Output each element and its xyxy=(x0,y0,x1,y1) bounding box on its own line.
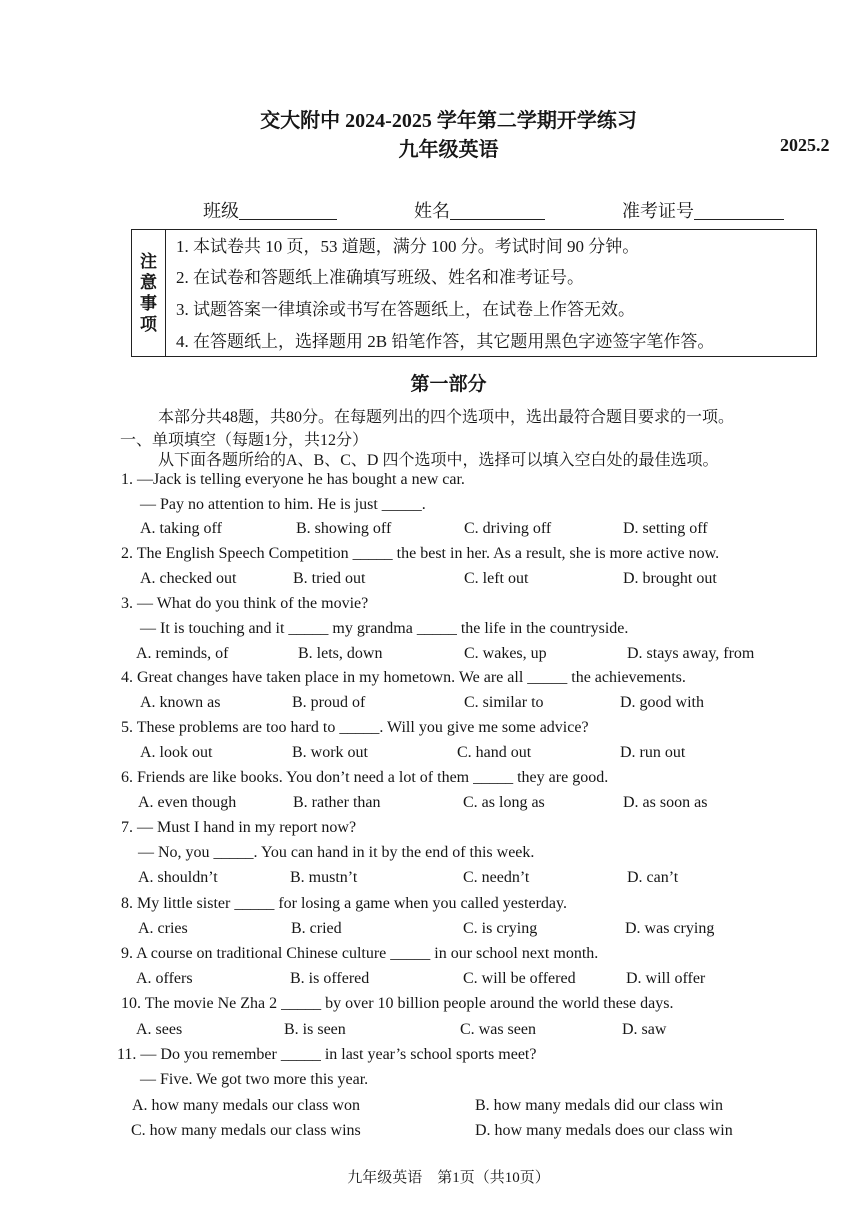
question-7-option-b: B. mustn’t xyxy=(290,869,358,886)
part-title: 第一部分 xyxy=(410,374,487,395)
section-instruction: 从下面各题所给的A、B、C、D 四个选项中，选择可以填入空白处的最佳选项。 xyxy=(158,452,719,469)
question-1-option-a: A. taking off xyxy=(140,520,222,537)
question-11-option-d: D. how many medals does our class win xyxy=(475,1122,733,1139)
question-10-option-c: C. was seen xyxy=(460,1021,536,1038)
question-10-option-b: B. is seen xyxy=(284,1021,346,1038)
id-label: 准考证号 xyxy=(622,201,694,221)
notice-item: 3. 试题答案一律填涂或书写在答题纸上，在试卷上作答无效。 xyxy=(176,300,635,319)
question-10-option-d: D. saw xyxy=(622,1021,667,1038)
section-title: 一、单项填空（每题1分，共12分） xyxy=(120,432,369,449)
question-9-stem: 9. A course on traditional Chinese culture _____ in our school next month. xyxy=(121,945,599,962)
notice-box xyxy=(131,229,817,357)
question-8-option-d: D. was crying xyxy=(625,920,715,937)
question-10-option-a: A. sees xyxy=(136,1021,183,1038)
exam-title: 交大附中 2024-2025 学年第二学期开学练习 xyxy=(260,110,637,132)
question-3-option-a: A. reminds, of xyxy=(136,645,229,662)
question-5-stem: 5. These problems are too hard to _____. Will you give me some advice? xyxy=(121,719,589,736)
question-3-line: — It is touching and it _____ my grandma _____ the life in the countryside. xyxy=(140,620,629,637)
notice-heading-cell xyxy=(132,230,166,356)
question-6-option-b: B. rather than xyxy=(293,794,381,811)
question-4-option-b: B. proud of xyxy=(292,694,366,711)
question-10-stem: 10. The movie Ne Zha 2 _____ by over 10 billion people around the world these days. xyxy=(121,995,674,1012)
question-8-option-c: C. is crying xyxy=(463,920,538,937)
question-2-stem: 2. The English Speech Competition _____ the best in her. As a result, she is more active now. xyxy=(121,545,720,562)
question-11-option-c: C. how many medals our class wins xyxy=(131,1122,361,1139)
question-8-option-a: A. cries xyxy=(138,920,188,937)
question-1-stem: 1. —Jack is telling everyone he has bought a new car. xyxy=(121,471,465,488)
question-11-line: — Five. We got two more this year. xyxy=(140,1071,369,1088)
notice-item: 4. 在答题纸上，选择题用 2B 铅笔作答，其它题用黑色字迹签字笔作答。 xyxy=(176,332,715,351)
part-intro: 本部分共48题，共80分。在每题列出的四个选项中，选出最符合题目要求的一项。 xyxy=(158,409,735,426)
question-9-option-d: D. will offer xyxy=(626,970,706,987)
name-label: 姓名 xyxy=(414,201,450,221)
question-9-option-b: B. is offered xyxy=(290,970,370,987)
question-4-option-c: C. similar to xyxy=(464,694,544,711)
question-1-line: — Pay no attention to him. He is just _____. xyxy=(140,496,426,513)
question-1-option-c: C. driving off xyxy=(464,520,552,537)
notice-item: 2. 在试卷和答题纸上准确填写班级、姓名和准考证号。 xyxy=(176,268,584,287)
question-11-option-a: A. how many medals our class won xyxy=(132,1097,360,1114)
question-9-option-c: C. will be offered xyxy=(463,970,576,987)
question-1-option-b: B. showing off xyxy=(296,520,392,537)
notice-item: 1. 本试卷共 10 页，53 道题，满分 100 分。考试时间 90 分钟。 xyxy=(176,237,640,256)
question-5-option-d: D. run out xyxy=(620,744,686,761)
question-5-option-c: C. hand out xyxy=(457,744,532,761)
question-6-option-a: A. even though xyxy=(138,794,237,811)
exam-date: 2025.2 xyxy=(780,135,830,155)
question-11-option-b: B. how many medals did our class win xyxy=(475,1097,723,1114)
question-7-stem: 7. — Must I hand in my report now? xyxy=(121,819,357,836)
question-3-option-b: B. lets, down xyxy=(298,645,383,662)
class-field xyxy=(203,197,337,223)
question-7-option-c: C. needn’t xyxy=(463,869,530,886)
question-3-option-c: C. wakes, up xyxy=(464,645,547,662)
class-label: 班级 xyxy=(203,201,239,221)
question-4-option-a: A. known as xyxy=(140,694,221,711)
notice-heading: 注意事项 xyxy=(140,252,157,334)
question-7-option-a: A. shouldn’t xyxy=(138,869,218,886)
question-3-stem: 3. — What do you think of the movie? xyxy=(121,595,369,612)
page-footer: 九年级英语 第1页（共10页） xyxy=(347,1170,550,1186)
question-4-option-d: D. good with xyxy=(620,694,704,711)
question-2-option-a: A. checked out xyxy=(140,570,237,587)
question-6-option-c: C. as long as xyxy=(463,794,545,811)
question-11-stem: 11. — Do you remember _____ in last year’s school sports meet? xyxy=(117,1046,537,1063)
question-8-option-b: B. cried xyxy=(291,920,342,937)
question-4-stem: 4. Great changes have taken place in my hometown. We are all _____ the achievements. xyxy=(121,669,686,686)
id-blank xyxy=(694,201,784,220)
question-6-option-d: D. as soon as xyxy=(623,794,708,811)
name-blank xyxy=(450,201,545,220)
question-6-stem: 6. Friends are like books. You don’t need a lot of them _____ they are good. xyxy=(121,769,609,786)
question-2-option-d: D. brought out xyxy=(623,570,717,587)
question-7-option-d: D. can’t xyxy=(627,869,679,886)
exam-subtitle: 九年级英语 xyxy=(398,139,499,161)
question-8-stem: 8. My little sister _____ for losing a game when you called yesterday. xyxy=(121,895,567,912)
id-field xyxy=(622,197,784,223)
question-1-option-d: D. setting off xyxy=(623,520,708,537)
question-2-option-c: C. left out xyxy=(464,570,529,587)
question-2-option-b: B. tried out xyxy=(293,570,366,587)
question-7-line: — No, you _____. You can hand in it by the end of this week. xyxy=(138,844,535,861)
question-9-option-a: A. offers xyxy=(136,970,193,987)
class-blank xyxy=(239,201,337,220)
question-5-option-b: B. work out xyxy=(292,744,368,761)
question-3-option-d: D. stays away, from xyxy=(627,645,755,662)
name-field xyxy=(414,197,545,223)
question-5-option-a: A. look out xyxy=(140,744,213,761)
